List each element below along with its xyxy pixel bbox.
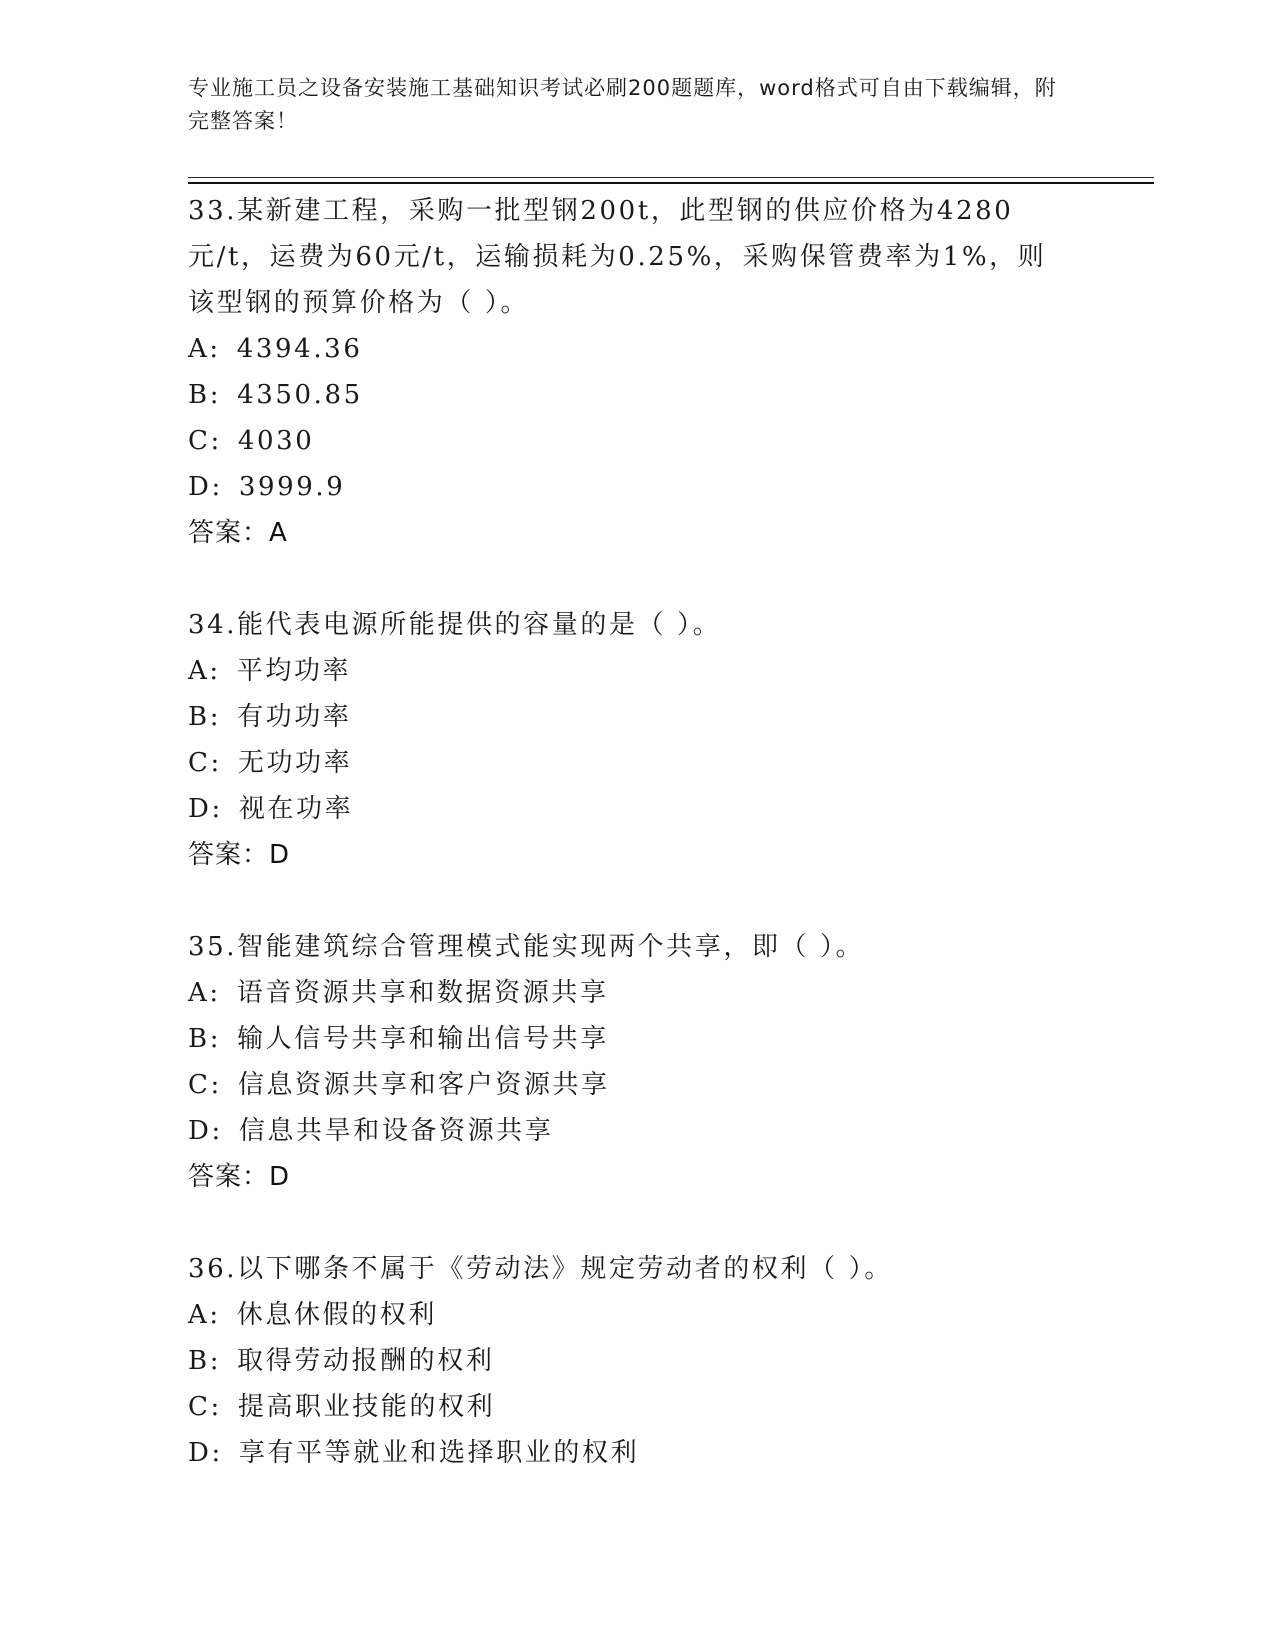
option-d [188,464,1068,510]
option-text: 3999.9 [238,472,346,502]
option-text: 取得劳动报酬的权利 [237,1346,495,1376]
option-d [188,1430,1068,1476]
option-d [188,786,1068,832]
option-text: 4350.85 [237,380,363,410]
option-text: 提高职业技能的权利 [237,1392,496,1422]
option-key: C: [188,1392,222,1422]
option-text: 有功功率 [237,702,352,732]
answer-line: 答案：A [188,518,288,548]
option-key: B: [188,1024,222,1054]
option-b [188,694,1068,740]
option-text: 视在功率 [238,794,354,824]
option-key: C: [188,426,222,456]
option-key: A: [188,1300,221,1330]
option-key: D: [188,472,223,502]
option-key: D: [188,1438,223,1468]
answer-line: 答案：D [188,840,291,870]
option-a [188,326,1068,372]
question-35 [188,924,1068,1246]
option-text: 平均功率 [236,656,352,686]
option-a [188,970,1068,1016]
answer-line: 答案：D [188,1162,291,1192]
option-key: C: [188,748,222,778]
question-33 [188,188,1068,602]
option-key: D: [188,794,223,824]
question-stem: 33.某新建工程，采购一批型钢200t，此型钢的供应价格为4280元/t，运费为60元/t，运输损耗为0.25%，采购保管费率为1%，则该型钢的预算价格为（ ）。 [188,196,1047,318]
option-key: A: [188,978,221,1008]
option-key: B: [188,702,222,732]
question-stem: 36.以下哪条不属于《劳动法》规定劳动者的权利（ ）。 [188,1254,893,1284]
option-a [188,648,1068,694]
option-d [188,1108,1068,1154]
option-b [188,372,1068,418]
question-36 [188,1246,1068,1476]
option-key: A: [188,656,221,686]
question-spacer [188,878,1068,924]
option-text: 享有平等就业和选择职业的权利 [238,1438,640,1468]
option-text: 信息共旱和设备资源共享 [238,1116,554,1146]
question-spacer [188,1200,1068,1246]
option-b [188,1016,1068,1062]
option-text: 无功功率 [237,748,353,778]
option-text: 语音资源共享和数据资源共享 [236,978,609,1008]
header-rule-thick [188,182,1154,184]
option-c [188,1384,1068,1430]
question-34 [188,602,1068,924]
option-c [188,418,1068,464]
option-key: A: [188,334,221,364]
option-text: 信息资源共享和客户资源共享 [237,1070,610,1100]
option-key: D: [188,1116,223,1146]
option-text: 输人信号共享和输出信号共享 [237,1024,609,1054]
option-text: 休息休假的权利 [236,1300,437,1330]
option-c [188,1062,1068,1108]
question-stem: 34.能代表电源所能提供的容量的是（ ）。 [188,610,722,640]
option-b [188,1338,1068,1384]
option-text: 4030 [237,426,315,456]
document-header: 专业施工员之设备安装施工基础知识考试必刷200题题库，word格式可自由下载编辑，附完整答案！ [188,76,1057,133]
option-text: 4394.36 [236,334,363,364]
question-stem: 35.智能建筑综合管理模式能实现两个共享，即（ ）。 [188,932,865,962]
header-rule-thin [188,177,1154,178]
option-a [188,1292,1068,1338]
option-key: B: [188,1346,222,1376]
question-list [188,188,1068,1476]
question-spacer [188,556,1068,602]
option-c [188,740,1068,786]
option-key: C: [188,1070,222,1100]
option-key: B: [188,380,222,410]
